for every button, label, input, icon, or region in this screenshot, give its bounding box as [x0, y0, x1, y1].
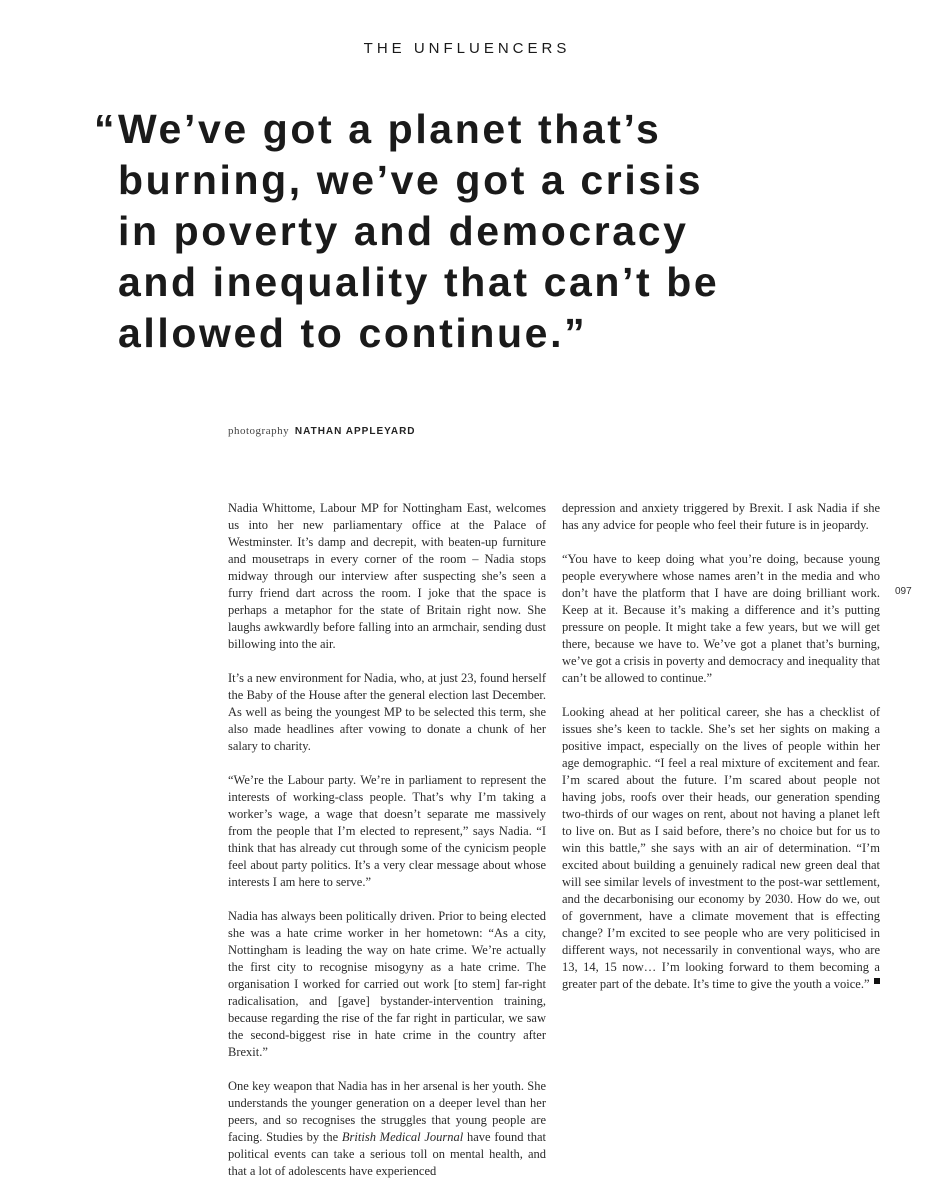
photographer-name: NATHAN APPLEYARD — [294, 426, 416, 437]
body-paragraph: Nadia has always been politically driven. Prior to being elected she was a hate crime worker in her hometown: “As a city, Nottingham is leading the way on hate crime. We’re actually the first city to recognise misogyny as a hate crime. The organisation I worked for carried out work [to stem] far-right radicalisation, and [gave] bystander-intervention training, because regarding the rise of the far right in particular, we saw the second-biggest rise in hate crime in the country after Brexit.” — [228, 909, 546, 1059]
body-paragraph: “You have to keep doing what you’re doing, because young people everywhere whose names aren’t in the media and who don’t have the platform that I have are doing brilliant work. Keep at it. Because it’s making a difference and it’s putting pressure on people. It might take a few years, but we will get there, because we have to. We’ve got a planet that’s burning, we’ve got a crisis in poverty and democracy and inequality that can’t be allowed to continue.” — [562, 552, 880, 685]
body-column-left — [228, 500, 546, 1197]
body-paragraph — [228, 1078, 546, 1180]
photo-credit-label: photography — [228, 425, 290, 437]
body-text: Looking ahead at her political career, she has a checklist of issues she’s keen to tackle. She’s set her sights on making a positive impact, especially on the lives of people within her age demographic. “I feel a real mixture of excitement and fear. I’m scared about the future. I’m scared about people not having jobs, roofs over their heads, our generation spending two-thirds of our wages on rent, about not having a planet left to live on. But as I said before, there’s no choice but for us to win this battle,” she says with an air of determination. “I’m excited about building a genuinely radical new green deal that will see similar levels of investment to the post-war settlement, and the decarbonising our economy by 2030. How do we, out of government, have a climate movement that is effecting change? I’m excited to see people who are very politicised in different ways, not necessarily in conventional ways, who are 13, 14, 15 now… I’m looking forward to them becoming a greater part of the debate. It’s time to give the youth a voice.” — [562, 705, 880, 991]
body-paragraph — [562, 704, 880, 993]
publication-title: British Medical Journal — [341, 1130, 464, 1144]
end-of-article-mark — [874, 978, 880, 984]
pull-quote-line: We’ve got a planet that’s — [118, 106, 662, 152]
page-number: 097 — [895, 586, 912, 597]
body-paragraph: It’s a new environment for Nadia, who, at just 23, found herself the Baby of the House after the general election last December. As well as being the youngest MP to be selected this term, she also made headlines after vowing to donate a chunk of her salary to charity. — [228, 671, 546, 753]
pull-quote-line: burning, we’ve got a crisis — [118, 157, 704, 203]
body-paragraph: “We’re the Labour party. We’re in parliament to represent the interests of working-class people. That’s why I’m taking a worker’s wage, a wage that doesn’t separate me massively from the people that I’m elected to represent,” says Nadia. “I think that has already cut through some of the cynicism people feel about party politics. It’s a very clear message about whose interests I am here to serve.” — [228, 773, 546, 889]
pull-quote-line: in poverty and democracy — [118, 208, 689, 254]
body-paragraph: Nadia Whittome, Labour MP for Nottingham East, welcomes us into her new parliamentary office at the Palace of Westminster. It’s damp and decrepit, with beaten-up furniture and mousetraps in every corner of the room – Nadia stops midway through our interview after suspecting she’s seen a furry friend dart across the room. I joke that the space is perhaps a metaphor for the state of Britain right now. She laughs awkwardly before falling into an armchair, sending dust billowing into the air. — [228, 501, 546, 651]
body-text: have found that political events can take a serious toll on mental health, and that a lot of adolescents have experienced — [228, 1130, 546, 1178]
body-paragraph: depression and anxiety triggered by Brexit. I ask Nadia if she has any advice for people who feel their future is in jeopardy. — [562, 501, 880, 532]
pull-quote-open-mark: “ — [94, 106, 118, 152]
body-column-right — [562, 500, 880, 1010]
section-title: THE UNFLUENCERS — [363, 40, 571, 57]
pull-quote-line: allowed to continue.” — [118, 310, 588, 356]
photo-credit — [228, 425, 416, 437]
body-text: One key weapon that Nadia has in her arsenal is her youth. She understands the younger generation on a deeper level than her peers, and so recognises the struggles that young people are facing. Studies by the — [228, 1079, 546, 1144]
pull-quote-line: and inequality that can’t be — [118, 259, 720, 305]
pull-quote — [94, 104, 818, 359]
